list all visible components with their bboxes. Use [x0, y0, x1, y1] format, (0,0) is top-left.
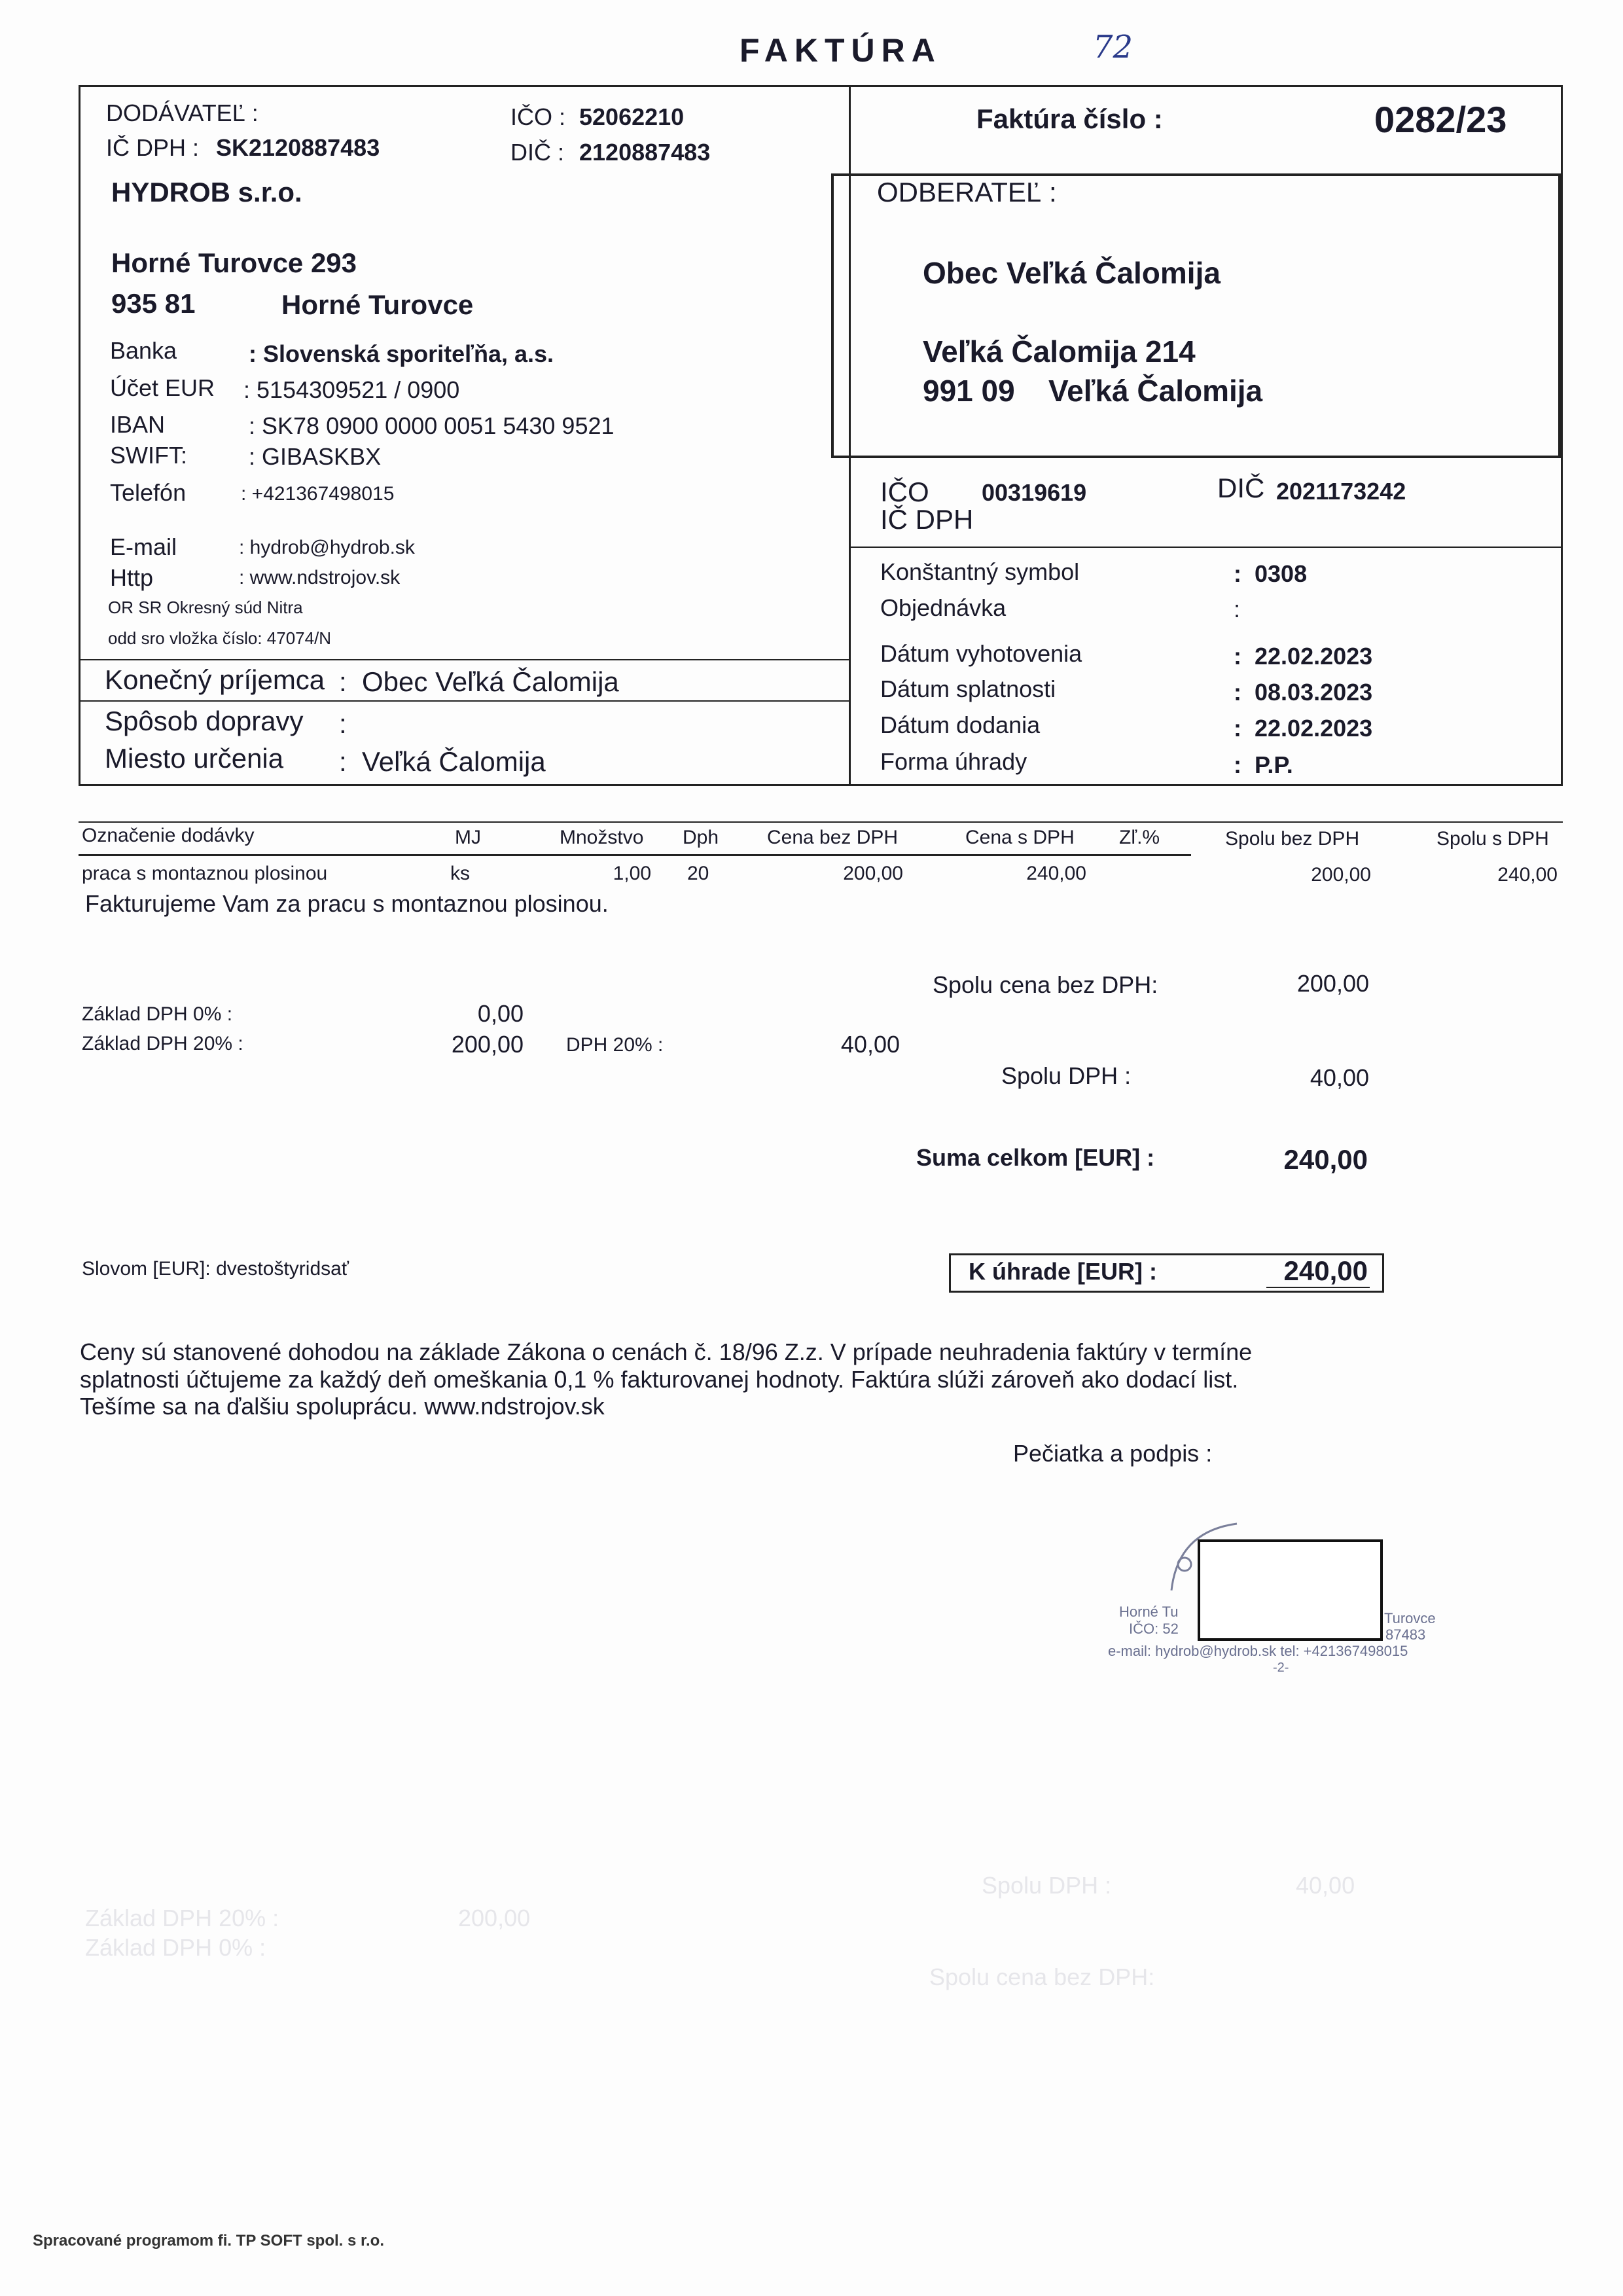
supplier-zip: 935 81 — [111, 288, 196, 319]
transport-label: Spôsob dopravy — [105, 706, 304, 736]
base0-label: Základ DPH 0% : — [82, 1003, 233, 1025]
ghost-text: Spolu cena bez DPH: — [929, 1964, 1155, 1990]
stamp-line-2-right: 87483 — [1385, 1626, 1426, 1643]
amount-due-value: 240,00 — [1283, 1255, 1368, 1286]
customer-ico-label: IČO — [880, 476, 929, 507]
email-value[interactable]: hydrob@hydrob.sk — [249, 537, 415, 558]
cell-item: praca s montaznou plosinou — [82, 863, 328, 884]
col-header: Spolu s DPH — [1436, 828, 1549, 850]
http-value[interactable]: www.ndstrojov.sk — [249, 567, 401, 588]
header-bottom-border — [79, 784, 1563, 786]
customer-city: Veľká Čalomija — [1048, 374, 1263, 408]
total-excl-label: Spolu cena bez DPH: — [933, 971, 1158, 998]
ghost-text: 40,00 — [1296, 1872, 1355, 1899]
col-header: Spolu bez DPH — [1225, 828, 1360, 850]
invoice-number-label: Faktúra číslo : — [976, 103, 1163, 134]
cell-price: 200,00 — [843, 863, 903, 884]
detail-label: Dátum dodania — [880, 711, 1041, 738]
ghost-text: Základ DPH 20% : — [85, 1905, 279, 1931]
col-header: Označenie dodávky — [82, 825, 255, 846]
supplier-ico: 52062210 — [579, 103, 685, 130]
customer-dic: 2021173242 — [1276, 478, 1406, 505]
ghost-text: Základ DPH 0% : — [85, 1934, 266, 1961]
cell-total: 200,00 — [1311, 864, 1371, 886]
delivery-mid-border — [79, 700, 851, 702]
col-header: Cena bez DPH — [767, 827, 899, 848]
phone-value: +421367498015 — [251, 483, 395, 505]
recipient-value: Obec Veľká Čalomija — [362, 666, 619, 697]
col-header: Cena s DPH — [965, 827, 1075, 848]
delivery-top-border — [79, 659, 851, 660]
stamp-line-1-right: Turovce — [1384, 1610, 1436, 1626]
detail-label: Forma úhrady — [880, 748, 1027, 775]
destination-label: Miesto určenia — [105, 743, 284, 774]
email-label: E-mail — [110, 533, 177, 560]
terms-line: Tešíme sa na ďalšiu spoluprácu. www.ndstrojov.sk — [80, 1393, 605, 1420]
terms-line: Ceny sú stanovené dohodou na základe Zákona o cenách č. 18/96 Z.z. V prípade neuhradenia faktúry v termíne — [80, 1338, 1253, 1365]
cell-qty: 1,00 — [613, 863, 651, 884]
account-label: Účet EUR — [110, 374, 215, 401]
due-date: 08.03.2023 — [1255, 679, 1373, 706]
cell-total-vat: 240,00 — [1497, 864, 1558, 886]
account-number: 5154309521 / 0900 — [257, 376, 460, 403]
header-top-border — [79, 85, 1563, 87]
supplier-dic-label: DIČ : — [510, 139, 565, 166]
total-excl-value: 200,00 — [1296, 970, 1369, 997]
customer-label: ODBERATEĽ : — [877, 177, 1057, 207]
table-top-border — [79, 821, 1563, 823]
detail-label: Dátum vyhotovenia — [880, 640, 1082, 667]
col-header: Zľ.% — [1119, 827, 1160, 848]
cell-unit: ks — [450, 863, 470, 884]
supplier-dic: 2120887483 — [579, 139, 711, 166]
header-left-border — [79, 85, 80, 785]
base20-label: Základ DPH 20% : — [82, 1033, 243, 1054]
destination-value: Veľká Čalomija — [362, 746, 546, 777]
iban-label: IBAN — [110, 411, 166, 438]
cell-price-vat: 240,00 — [1026, 863, 1086, 884]
details-top-border — [849, 547, 1562, 548]
customer-street: Veľká Čalomija 214 — [923, 334, 1196, 368]
supplier-street: Horné Turovce 293 — [111, 247, 357, 278]
supplier-ico-label: IČO : — [510, 103, 566, 130]
words-value: dvestoštyridsať — [216, 1258, 349, 1280]
customer-name: Obec Veľká Čalomija — [923, 256, 1221, 290]
detail-label: Konštantný symbol — [880, 558, 1080, 585]
delivery-date: 22.02.2023 — [1255, 715, 1373, 742]
bank-name: Slovenská sporiteľňa, a.s. — [263, 340, 554, 367]
phone-label: Telefón — [110, 479, 187, 506]
table-note: Fakturujeme Vam za pracu s montaznou plosinou. — [85, 890, 609, 917]
stamp-line-1-left: Horné Tu — [1119, 1604, 1179, 1620]
invoice-number: 0282/23 — [1374, 99, 1507, 140]
ghost-text: 200,00 — [458, 1905, 531, 1931]
vat20-label: DPH 20% : — [566, 1034, 664, 1056]
constant-symbol: 0308 — [1255, 560, 1308, 587]
invoice-title: FAKTÚRA — [740, 32, 942, 69]
recipient-label: Konečný príjemca — [105, 664, 325, 695]
swift-label: SWIFT: — [110, 442, 187, 469]
invoice-page: FAKTÚRA 72 DODÁVATEĽ : IČ DPH : SK2120887483 IČO : 52062210 DIČ : 2120887483 HYDROB s.r.o. Horné Turovce 293 935 81 Horné Turovce Banka : Slovenská sporiteľňa, a.s. Účet EUR : 5154309521 / 0900 IBAN : SK78 0900 0000 0051 5430 9521 SWIFT: : GIBASKBX Telefón : +421367498015 E-mail : hydrob@hydrob.sk Http : www.ndstrojov.sk OR SR Okresný súd Nitra odd sro vložka číslo: 47074/N Konečný príjemca : Obec Veľká Čalomija Spôsob dopravy : Miesto určenia : Veľká Čalomija Faktúra číslo : 0282/23 ODBERATEĽ : Obec Veľká Čalomija Veľká Čalomija 214 991 09 Veľká Čalomija IČO 00319619 IČ DPH DIČ 2021173242 Konštantný symbol : 0308 Objednávka : Dátum vyhotovenia : 22.02.2023 Dátum splatnosti : 08.03.2023 Dátum dodania : 22.02.2023 Forma úhrady : P.P. Označenie dodávky MJ Množstvo Dph Cena bez DPH Cena s DPH Zľ.% Spolu bez DPH Spolu s DPH praca s montaznou plosinou ks 1,00 20 200,00 240,00 200,00 240,00 Fakturujeme Vam za pracu s montaznou plosinou. Základ DPH 0% : 0,00 Základ DPH 20% : 200,00 DPH 20% : 40,00 Spolu cena bez DPH: 200,00 Spolu DPH : 40,00 Suma celkom [EUR] : 240,00 Slovom [EUR]: dvestoštyridsať K úhrade [EUR] : 240,00 Ceny sú stanovené dohodou na základe Zákona o cenách č. 18/96 Z.z. V prípade neuhradenia faktúry v termíne splatnosti účtujeme za každý deň omeškania 0,1 % fakturovanej hodnoty. Faktúra slúži zároveň ako dodací list. Tešíme sa na ďalšiu spoluprácu. www.ndstrojov.sk Pečiatka a podpis : Horné Tu Turovce IČO: 52 87483 e-mail: hydrob@hydrob.sk tel: +421367498015 -2- Spolu DPH : 40,00 Základ DPH 20% : 200,00 Základ DPH 0% : Spolu cena bez DPH: Spracované programom fi. TP SOFT spol. s r.o. — [0, 0, 1623, 2296]
customer-ic-dph-label: IČ DPH — [880, 504, 974, 535]
cell-vat: 20 — [687, 863, 709, 884]
base20-value: 200,00 — [451, 1031, 524, 1058]
col-header: Dph — [683, 827, 719, 848]
handwritten-mark: 72 — [1093, 29, 1133, 65]
stamp-line-2-left: IČO: 52 — [1129, 1621, 1179, 1637]
signature-label: Pečiatka a podpis : — [1013, 1440, 1213, 1467]
base0-value: 0,00 — [477, 1000, 524, 1027]
customer-zip: 991 09 — [923, 374, 1015, 408]
customer-ico: 00319619 — [982, 479, 1087, 506]
vat20-value: 40,00 — [840, 1031, 900, 1058]
detail-label: Dátum splatnosti — [880, 675, 1056, 702]
detail-label: Objednávka — [880, 594, 1007, 621]
swift-value: GIBASKBX — [262, 443, 382, 470]
redaction-box — [1198, 1539, 1383, 1641]
issue-date: 22.02.2023 — [1255, 643, 1373, 670]
bank-label: Banka — [110, 337, 177, 364]
total-vat-value: 40,00 — [1310, 1064, 1369, 1091]
customer-dic-label: DIČ — [1217, 473, 1265, 503]
col-header: Množstvo — [560, 827, 644, 848]
stamp-line-3: e-mail: hydrob@hydrob.sk tel: +421367498015 — [1108, 1643, 1408, 1659]
grand-total-label: Suma celkom [EUR] : — [916, 1144, 1155, 1171]
table-header-border — [79, 854, 1191, 856]
payment-method: P.P. — [1255, 751, 1293, 778]
supplier-name: HYDROB s.r.o. — [111, 177, 302, 207]
register-line-1: OR SR Okresný súd Nitra — [108, 598, 303, 617]
terms-line: splatnosti účtujeme za každý deň omeškania 0,1 % fakturovanej hodnoty. Faktúra slúži zároveň ako dodací list. — [80, 1366, 1239, 1393]
words-label: Slovom [EUR]: — [82, 1258, 211, 1280]
grand-total-value: 240,00 — [1283, 1144, 1368, 1175]
amount-due-underline — [1266, 1287, 1370, 1288]
col-header: MJ — [455, 827, 481, 848]
header-right-border — [1561, 85, 1563, 785]
supplier-city: Horné Turovce — [281, 289, 474, 320]
footer-text: Spracované programom fi. TP SOFT spol. s r.o. — [33, 2232, 385, 2250]
total-vat-label: Spolu DPH : — [1001, 1062, 1132, 1089]
customer-box — [831, 173, 1561, 458]
ghost-text: Spolu DPH : — [982, 1872, 1112, 1899]
supplier-ic-dph: SK2120887483 — [216, 134, 380, 161]
amount-due-label: K úhrade [EUR] : — [969, 1258, 1157, 1285]
stamp-line-4: -2- — [1273, 1660, 1289, 1675]
supplier-label: DODÁVATEĽ : — [106, 99, 259, 126]
http-label: Http — [110, 564, 154, 591]
supplier-ic-dph-label: IČ DPH : — [106, 134, 200, 161]
iban-value: SK78 0900 0000 0051 5430 9521 — [262, 412, 615, 439]
register-line-2: odd sro vložka číslo: 47074/N — [108, 628, 332, 648]
